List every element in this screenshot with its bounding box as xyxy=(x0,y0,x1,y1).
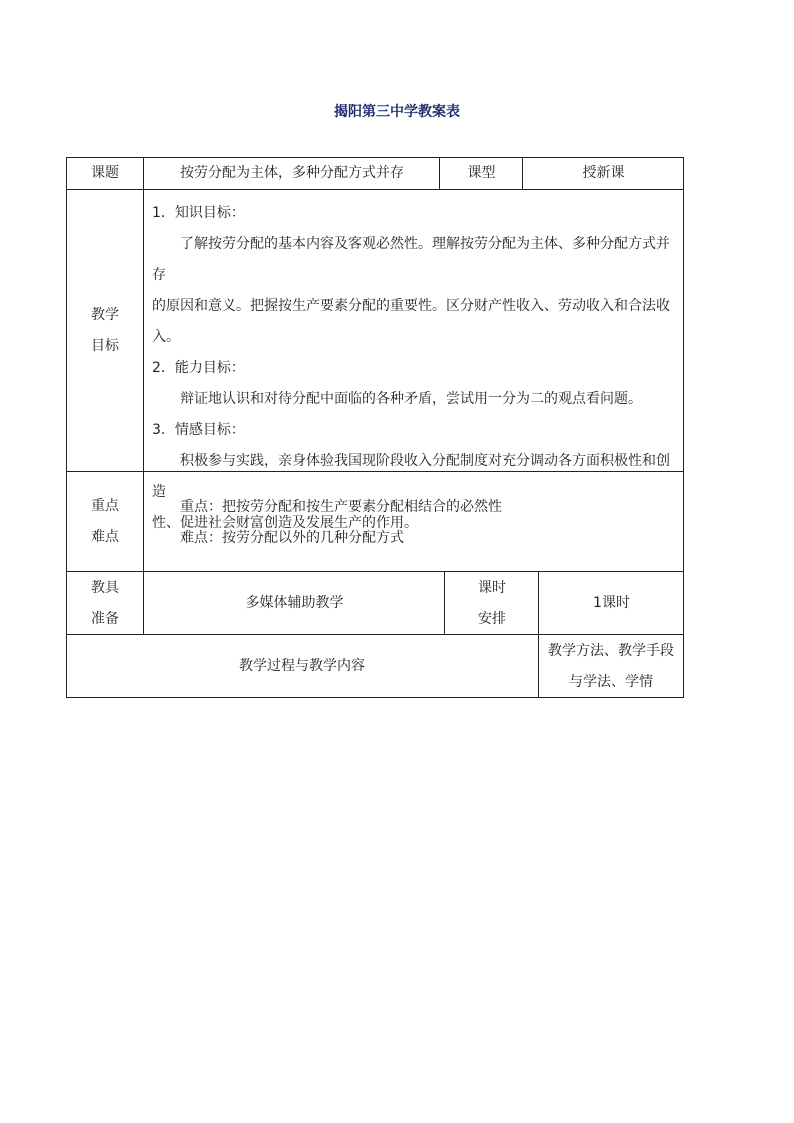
hours-value: 1课时 xyxy=(593,595,630,611)
knowledge-text: 的原因和意义。把握按生产要素分配的重要性。区分财产性收入、劳动收入和合法收入。 xyxy=(152,298,670,345)
hours-label-line: 安排 xyxy=(478,610,506,627)
lesson-type-label: 课型 xyxy=(467,165,496,181)
objectives-label-line: 目标 xyxy=(91,338,119,354)
knowledge-text: 了解按劳分配的基本内容及客观必然性。理解按劳分配为主体、多种分配方式并存 xyxy=(152,236,670,283)
key-points-label-line: 难点 xyxy=(91,529,119,545)
tools-value: 多媒体辅助教学 xyxy=(245,595,344,611)
ability-heading: 2．能力目标： xyxy=(152,360,245,376)
tools-label-line: 教具 xyxy=(91,579,119,596)
knowledge-heading: 1．知识目标： xyxy=(152,205,245,221)
hours-label xyxy=(445,572,539,635)
tools-label-line: 准备 xyxy=(91,610,119,627)
emotion-text: 性、促进社会财富创造及发展生产的作用。 xyxy=(152,515,418,531)
method-header-line: 教学方法、教学手段 xyxy=(548,642,674,659)
topic-label: 课题 xyxy=(91,165,119,181)
topic-value: 按劳分配为主体，多种分配方式并存 xyxy=(180,165,404,181)
objectives-label-line: 教学 xyxy=(91,307,119,323)
tools-label xyxy=(66,572,144,635)
key-points-label-line: 重点 xyxy=(91,498,119,514)
ability-text: 辩证地认识和对待分配中面临的各种矛盾，尝试用一分为二的观点看问题。 xyxy=(180,391,642,407)
page-title: 揭阳第三中学教案表 xyxy=(334,104,460,120)
objectives-label xyxy=(66,190,144,472)
difficulty-text: 难点：按劳分配以外的几种分配方式 xyxy=(180,530,404,546)
method-header xyxy=(538,635,684,698)
method-header-line: 与学法、学情 xyxy=(569,673,653,690)
key-points-label xyxy=(66,472,144,572)
focus-text: 重点：把按劳分配和按生产要素分配相结合的必然性 xyxy=(180,499,502,515)
objectives-content xyxy=(152,198,678,539)
lesson-type-value: 授新课 xyxy=(582,165,625,181)
emotion-heading: 3．情感目标： xyxy=(152,422,245,438)
key-points-content xyxy=(180,492,680,554)
emotion-text: 积极参与实践，亲身体验我国现阶段收入分配制度对充分调动各方面积极性和创造 xyxy=(152,453,670,500)
hours-label-line: 课时 xyxy=(478,579,506,596)
process-header: 教学过程与教学内容 xyxy=(239,658,365,674)
